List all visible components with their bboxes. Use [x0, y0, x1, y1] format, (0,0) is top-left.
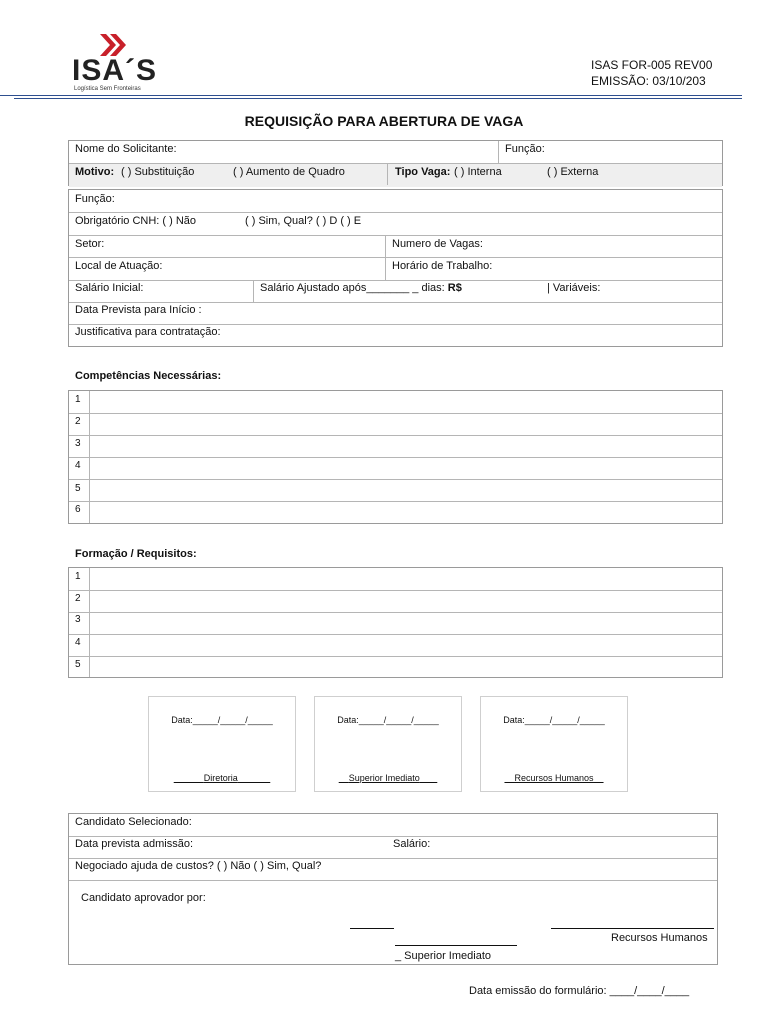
header-form-box — [68, 140, 723, 186]
competencias-title: Competências Necessárias: — [75, 370, 222, 382]
cnh-field[interactable]: Obrigatório CNH: ( ) Não — [75, 215, 197, 227]
data-inicio-field[interactable]: Data Prevista para Início : — [75, 304, 202, 316]
competencia-row-num: 1 — [75, 394, 81, 405]
doc-emission: EMISSÃO: 03/10/203 — [591, 74, 706, 88]
signature-role: Diretoria — [203, 773, 238, 783]
logo-wordmark: ISA´S — [72, 54, 158, 87]
signature-box-superior[interactable] — [314, 696, 462, 792]
signature-date: Data:_____/_____/_____ — [337, 715, 439, 725]
formacao-row-num: 4 — [75, 637, 81, 648]
formacao-table — [68, 567, 723, 678]
num-vagas-field[interactable]: Numero de Vagas: — [392, 238, 483, 250]
justificativa-field[interactable]: Justificativa para contratação: — [75, 326, 221, 338]
company-logo — [68, 32, 168, 94]
salario-inicial-field[interactable]: Salário Inicial: — [75, 282, 144, 294]
funcao-detail-field[interactable]: Função: — [75, 193, 115, 205]
tipo-interna[interactable]: ( ) Interna — [454, 166, 502, 178]
signature-line — [395, 945, 517, 946]
tipo-vaga-label: Tipo Vaga: — [395, 166, 451, 178]
funcao-field[interactable]: Função: — [505, 143, 545, 155]
solicitante-field[interactable]: Nome do Solicitante: — [75, 143, 177, 155]
motivo-label: Motivo: — [75, 166, 115, 178]
cnh-sim-field[interactable]: ( ) Sim, Qual? ( ) D ( ) E — [245, 215, 362, 227]
competencia-row-num: 6 — [75, 504, 81, 515]
competencia-row-num: 4 — [75, 460, 81, 471]
formacao-row-num: 2 — [75, 593, 81, 604]
doc-code: ISAS FOR-005 REV00 — [591, 58, 713, 72]
footer-emission-date: Data emissão do formulário: ____/____/____ — [469, 985, 690, 997]
signature-date: Data:_____/_____/_____ — [171, 715, 273, 725]
competencia-row-num: 3 — [75, 438, 81, 449]
logo-tagline: Logística Sem Fronteiras — [74, 86, 141, 92]
formacao-row-num: 5 — [75, 659, 81, 670]
candidate-form-box — [68, 813, 718, 965]
motivo-aumento[interactable]: ( ) Aumento de Quadro — [233, 166, 345, 178]
aprovador-label: Candidato aprovador por: — [81, 892, 206, 904]
ajuda-custos-field[interactable]: Negociado ajuda de custos? ( ) Não ( ) Sim, Qual? — [75, 860, 322, 872]
signature-line — [350, 928, 394, 929]
competencias-table — [68, 390, 723, 524]
tipo-externa[interactable]: ( ) Externa — [547, 166, 599, 178]
competencia-row-num: 2 — [75, 416, 81, 427]
superior-signature-label: _ Superior Imediato — [395, 950, 491, 962]
details-form-box — [68, 189, 723, 347]
signature-date: Data:_____/_____/_____ — [503, 715, 605, 725]
competencia-row-num: 5 — [75, 483, 81, 494]
local-field[interactable]: Local de Atuação: — [75, 260, 163, 272]
signature-box-rh[interactable] — [480, 696, 628, 792]
signature-line — [551, 928, 714, 929]
horario-field[interactable]: Horário de Trabalho: — [392, 260, 493, 272]
formacao-row-num: 3 — [75, 614, 81, 625]
candidato-selecionado-field[interactable]: Candidato Selecionado: — [75, 816, 192, 828]
rh-signature-label: Recursos Humanos — [611, 932, 708, 944]
admissao-field[interactable]: Data prevista admissão: — [75, 838, 193, 850]
salario-ajustado-field[interactable]: Salário Ajustado após_______ _ dias: R$ — [260, 282, 462, 294]
variaveis-field[interactable]: | Variáveis: — [547, 282, 601, 294]
setor-field[interactable]: Setor: — [75, 238, 105, 250]
formacao-row-num: 1 — [75, 571, 81, 582]
signature-role: Superior Imediato — [348, 773, 420, 783]
salario-candidato-field[interactable]: Salário: — [393, 838, 431, 850]
signature-box-diretoria[interactable] — [148, 696, 296, 792]
header-divider-2 — [14, 98, 742, 99]
signature-role: Recursos Humanos — [514, 773, 594, 783]
page-title: REQUISIÇÃO PARA ABERTURA DE VAGA — [244, 113, 524, 129]
motivo-substituicao[interactable]: ( ) Substituição — [121, 166, 195, 178]
header-divider — [0, 95, 742, 96]
formacao-title: Formação / Requisitos: — [75, 548, 197, 560]
document-info — [591, 57, 712, 89]
